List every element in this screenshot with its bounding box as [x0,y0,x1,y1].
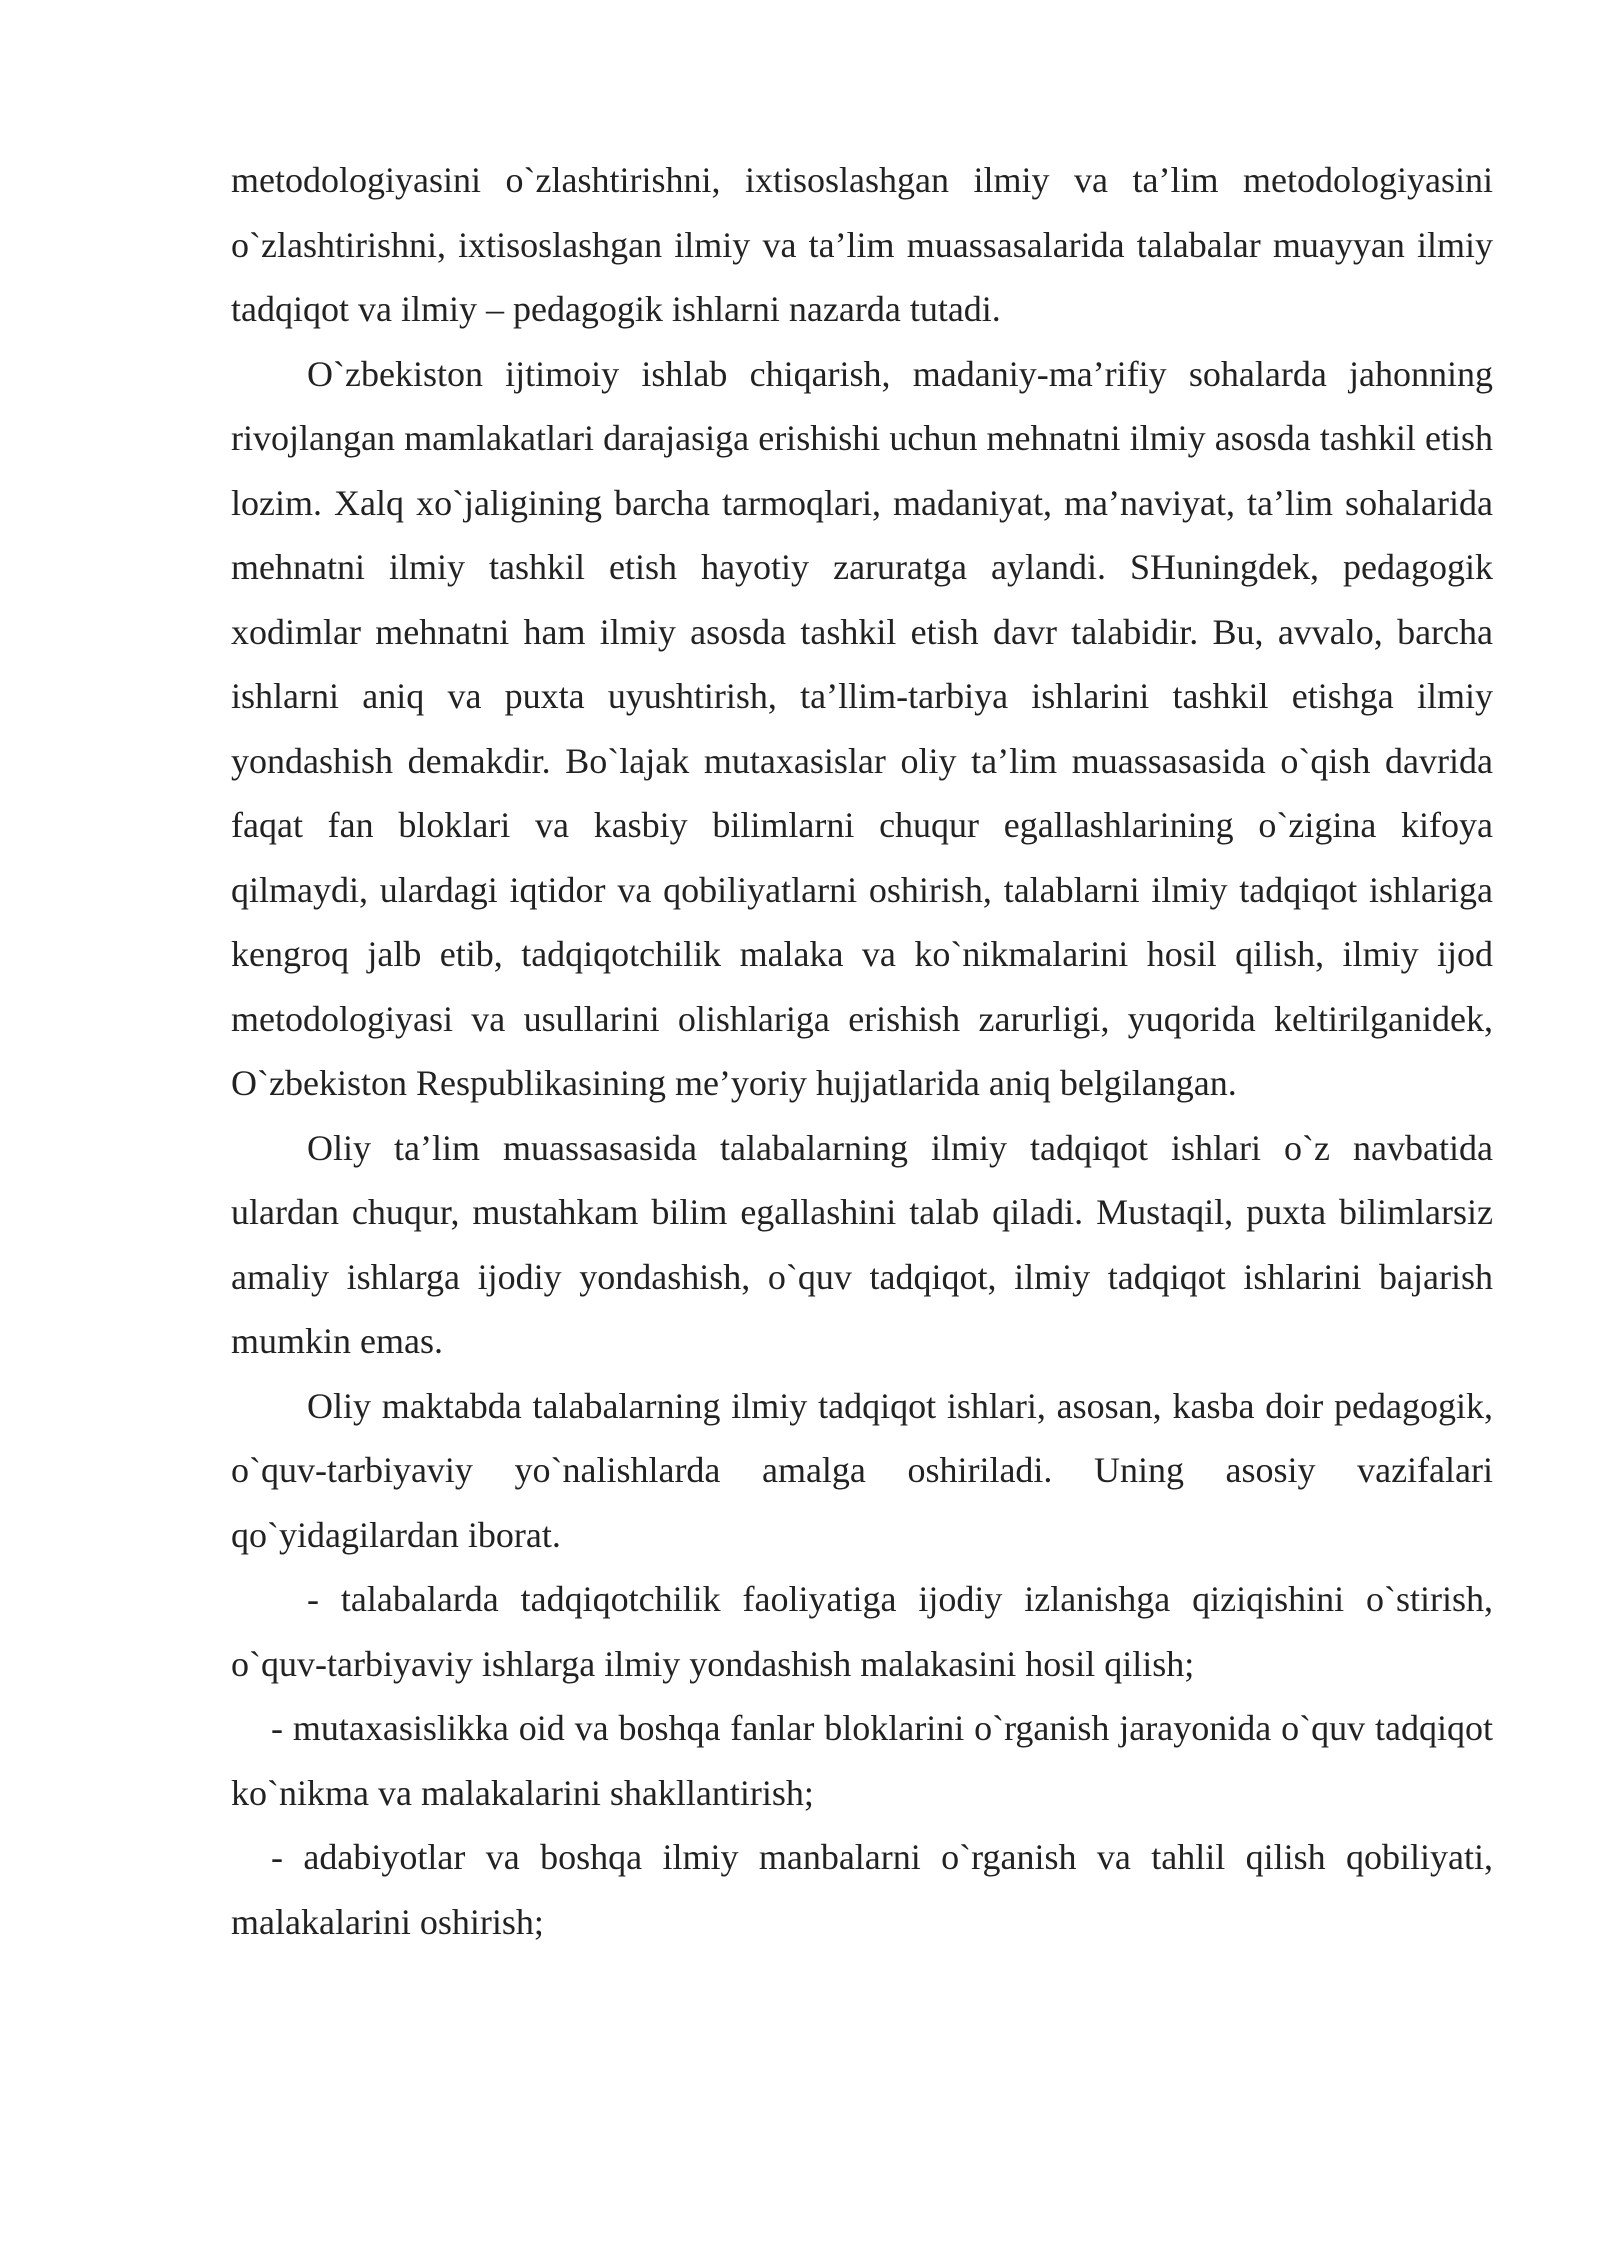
list-item-skills: - mutaxasislikka oid va boshqa fanlar bloklarini o`rganish jarayonida o`quv tadqiqot ko`nikma va malakalarini shakllantirish; [231,1708,1493,1813]
document-page [231,148,1493,1954]
list-item-literature: - adabiyotlar va boshqa ilmiy manbalarni o`rganish va tahlil qilish qobiliyati, malakalarini oshirish; [231,1837,1493,1942]
paragraph-research-tasks: Oliy maktabda talabalarning ilmiy tadqiqot ishlari, asosan, kasba doir pedagogik, o`quv-tarbiyaviy yo`nalishlarda amalga oshiriladi. Uning asosiy vazifalari qo`yidagilardan iborat. [231,1385,1493,1555]
list-item-interest: - talabalarda tadqiqotchilik faoliyatiga ijodiy izlanishga qiziqishini o`stirish, o`quv-tarbiyaviy ishlarga ilmiy yondashish malakasini hosil qilish; [231,1579,1493,1684]
paragraph-research-requirements: Oliy ta’lim muassasasida talabalarning ilmiy tadqiqot ishlari o`z navbatida ulardan chuqur, mustahkam bilim egallashini talab qiladi. Mustaqil, puxta bilimlarsiz amaliy ishlarga ijodiy yondashish, o`quv tadqiqot, ilmiy tadqiqot ishlarini bajarish mumkin emas. [231,1127,1493,1361]
paragraph-continuation: metodologiyasini o`zlashtirishni, ixtisoslashgan ilmiy va ta’lim metodologiyasini o`zlashtirishni, ixtisoslashgan ilmiy va ta’lim muassasalarida talabalar muayyan ilmiy tadqiqot va ilmiy – pedagogik ishlarni nazarda tutadi. [231,160,1493,329]
paragraph-labor-organization: O`zbekiston ijtimoiy ishlab chiqarish, madaniy-ma’rifiy sohalarda jahonning rivojlangan mamlakatlari darajasiga erishishi uchun mehnatni ilmiy asosda tashkil etish lozim. Xalq xo`jaligining barcha tarmoqlari, madaniyat, ma’naviyat, ta’lim sohalarida mehnatni ilmiy tashkil etish hayotiy zaruratga aylandi. SHuningdek, pedagogik xodimlar mehnatni ham ilmiy asosda tashkil etish davr talabidir. Bu, avvalo, barcha ishlarni aniq va puxta uyushtirish, ta’llim-tarbiya ishlarini tashkil etishga ilmiy yondashish demakdir. Bo`lajak mutaxasislar oliy ta’lim muassasasida o`qish davrida faqat fan bloklari va kasbiy bilimlarni chuqur egallashlarining o`zigina kifoya qilmaydi, ulardagi iqtidor va qobiliyatlarni oshirish, talablarni ilmiy tadqiqot ishlariga kengroq jalb etib, tadqiqotchilik malaka va ko`nikmalarini hosil qilish, ilmiy ijod metodologiyasi va usullarini olishlariga erishish zarurligi, yuqorida keltirilganidek, O`zbekiston Respublikasining me’yoriy hujjatlarida aniq belgilangan. [231,353,1493,1103]
